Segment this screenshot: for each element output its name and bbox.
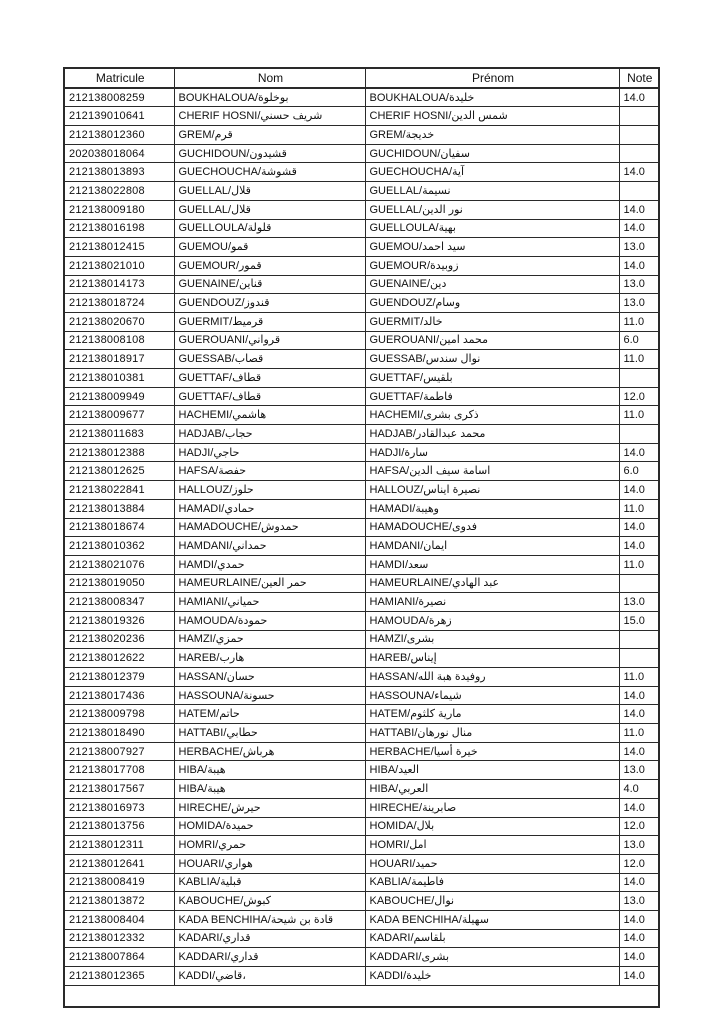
prenom-cell: HAMEURLAINE/عبد الهادي [365, 574, 619, 593]
matricule-cell: 212138017708 [64, 761, 174, 780]
table-row [64, 948, 659, 967]
note-cell [619, 126, 659, 145]
prenom-cell: KABOUCHE/نوال [365, 892, 619, 911]
header-nom: Nom [174, 68, 365, 88]
note-cell: 12.0 [619, 854, 659, 873]
prenom-cell: GUEMOU/سيد احمد [365, 238, 619, 257]
prenom-cell: CHERIF HOSNI/شمس الدين [365, 107, 619, 126]
note-cell: 12.0 [619, 817, 659, 836]
note-cell: 13.0 [619, 892, 659, 911]
matricule-cell: 212138007927 [64, 742, 174, 761]
table-row [64, 238, 659, 257]
matricule-cell: 212138022808 [64, 182, 174, 201]
nom-cell: HAMDI/حمدي [174, 555, 365, 574]
table-row [64, 443, 659, 462]
table-row [64, 686, 659, 705]
header-prenom: Prénom [365, 68, 619, 88]
table-row [64, 331, 659, 350]
prenom-cell: GUETTAF/فاطمة [365, 387, 619, 406]
note-cell: 14.0 [619, 518, 659, 537]
note-cell: 14.0 [619, 910, 659, 929]
nom-cell: KADARI/قداري [174, 929, 365, 948]
prenom-cell: GREM/خديجة [365, 126, 619, 145]
table-row [64, 836, 659, 855]
prenom-cell: HADJI/سارة [365, 443, 619, 462]
nom-cell: HAMEURLAINE/حمر العين [174, 574, 365, 593]
table-row [64, 462, 659, 481]
table-row [64, 537, 659, 556]
note-cell: 14.0 [619, 948, 659, 967]
matricule-cell: 212138014173 [64, 275, 174, 294]
prenom-cell: KADDI/خليدة [365, 967, 619, 986]
note-cell: 14.0 [619, 742, 659, 761]
prenom-cell: GUERMIT/خالد [365, 312, 619, 331]
table-row [64, 499, 659, 518]
table-row [64, 219, 659, 238]
note-cell: 11.0 [619, 724, 659, 743]
matricule-cell: 212138007864 [64, 948, 174, 967]
nom-cell: HAMADOUCHE/حمدوش [174, 518, 365, 537]
prenom-cell: HIBA/العربي [365, 780, 619, 799]
prenom-cell: HAFSA/اسامة سيف الدين [365, 462, 619, 481]
matricule-cell: 212138010362 [64, 537, 174, 556]
note-cell: 12.0 [619, 387, 659, 406]
table-row [64, 294, 659, 313]
table-row [64, 724, 659, 743]
note-cell: 11.0 [619, 499, 659, 518]
prenom-cell: HASSAN/روفيدة هبة الله [365, 668, 619, 687]
table-row [64, 817, 659, 836]
prenom-cell: BOUKHALOUA/خليدة [365, 88, 619, 107]
prenom-cell: HAMOUDA/زهرة [365, 611, 619, 630]
matricule-cell: 212138008404 [64, 910, 174, 929]
matricule-cell: 212138010381 [64, 369, 174, 388]
table-row [64, 163, 659, 182]
nom-cell: KADA BENCHIHA/قادة بن شيحة [174, 910, 365, 929]
note-cell: 14.0 [619, 967, 659, 986]
table-row [64, 555, 659, 574]
matricule-cell: 212138021076 [64, 555, 174, 574]
prenom-cell: GUECHOUCHA/آية [365, 163, 619, 182]
nom-cell: KADDI/قاضي، [174, 967, 365, 986]
matricule-cell: 212138012379 [64, 668, 174, 687]
nom-cell: HACHEMI/هاشمي [174, 406, 365, 425]
table-row [64, 649, 659, 668]
header-row [64, 68, 659, 88]
prenom-cell: HATTABI/منال نورهان [365, 724, 619, 743]
nom-cell: BOUKHALOUA/بوخلوة [174, 88, 365, 107]
nom-cell: GUEMOUR/قمور [174, 256, 365, 275]
prenom-cell: HAMADOUCHE/فدوى [365, 518, 619, 537]
table-row [64, 387, 659, 406]
empty-cell [64, 985, 659, 1007]
table-row [64, 275, 659, 294]
note-cell: 14.0 [619, 705, 659, 724]
nom-cell: HALLOUZ/حلوز [174, 481, 365, 500]
header-note: Note [619, 68, 659, 88]
table-row [64, 873, 659, 892]
note-cell [619, 369, 659, 388]
grades-table [63, 67, 660, 1008]
nom-cell: GUESSAB/قصاب [174, 350, 365, 369]
matricule-cell: 212138018490 [64, 724, 174, 743]
nom-cell: GUETTAF/قطاف [174, 369, 365, 388]
table-row [64, 668, 659, 687]
note-cell: 11.0 [619, 555, 659, 574]
nom-cell: HAREB/هارب [174, 649, 365, 668]
matricule-cell: 212139010641 [64, 107, 174, 126]
matricule-cell: 212138013756 [64, 817, 174, 836]
note-cell: 14.0 [619, 200, 659, 219]
nom-cell: HAMDANI/حمداني [174, 537, 365, 556]
matricule-cell: 212138009677 [64, 406, 174, 425]
table-row [64, 892, 659, 911]
nom-cell: GUELLAL/قلال [174, 200, 365, 219]
nom-cell: GUEROUANI/قرواني [174, 331, 365, 350]
nom-cell: CHERIF HOSNI/شريف حسني [174, 107, 365, 126]
nom-cell: HADJAB/حجاب [174, 425, 365, 444]
prenom-cell: GUESSAB/نوال سندس [365, 350, 619, 369]
nom-cell: HOUARI/هواري [174, 854, 365, 873]
table-row [64, 256, 659, 275]
prenom-cell: GUEMOUR/زوبيدة [365, 256, 619, 275]
table-row [64, 593, 659, 612]
matricule-cell: 212138009180 [64, 200, 174, 219]
note-cell: 11.0 [619, 406, 659, 425]
note-cell: 13.0 [619, 238, 659, 257]
note-cell: 11.0 [619, 668, 659, 687]
matricule-cell: 212138018917 [64, 350, 174, 369]
nom-cell: HOMRI/حمري [174, 836, 365, 855]
prenom-cell: GUENDOUZ/وسام [365, 294, 619, 313]
prenom-cell: HAMZI/بشرى [365, 630, 619, 649]
prenom-cell: GUEROUANI/محمد امين [365, 331, 619, 350]
nom-cell: GUENDOUZ/قندوز [174, 294, 365, 313]
note-cell [619, 144, 659, 163]
prenom-cell: GUELLOULA/بهية [365, 219, 619, 238]
note-cell: 11.0 [619, 350, 659, 369]
table-row [64, 518, 659, 537]
nom-cell: GUETTAF/قطاف [174, 387, 365, 406]
prenom-cell: HERBACHE/خيرة أسيا [365, 742, 619, 761]
matricule-cell: 212138017436 [64, 686, 174, 705]
table-body [64, 88, 659, 1007]
prenom-cell: GUELLAL/نور الدين [365, 200, 619, 219]
matricule-cell: 212138013884 [64, 499, 174, 518]
matricule-cell: 212138011683 [64, 425, 174, 444]
matricule-cell: 212138013872 [64, 892, 174, 911]
table-row [64, 126, 659, 145]
table-row [64, 350, 659, 369]
table-row [64, 929, 659, 948]
note-cell: 13.0 [619, 294, 659, 313]
prenom-cell: HALLOUZ/نصيرة ايناس [365, 481, 619, 500]
note-cell: 14.0 [619, 88, 659, 107]
table-row [64, 107, 659, 126]
table-row [64, 425, 659, 444]
nom-cell: KADDARI/قداري [174, 948, 365, 967]
matricule-cell: 212138012332 [64, 929, 174, 948]
matricule-cell: 212138021010 [64, 256, 174, 275]
matricule-cell: 212138012641 [64, 854, 174, 873]
note-cell: 11.0 [619, 312, 659, 331]
matricule-cell: 212138012360 [64, 126, 174, 145]
nom-cell: HASSAN/حسان [174, 668, 365, 687]
note-cell: 14.0 [619, 443, 659, 462]
prenom-cell: HAREB/إيناس [365, 649, 619, 668]
nom-cell: HERBACHE/هرباش [174, 742, 365, 761]
table-row [64, 854, 659, 873]
empty-row [64, 985, 659, 1007]
prenom-cell: HAMIANI/نصيرة [365, 593, 619, 612]
note-cell: 15.0 [619, 611, 659, 630]
nom-cell: HIBA/هيبة [174, 761, 365, 780]
prenom-cell: HAMDANI/ايمان [365, 537, 619, 556]
nom-cell: KABOUCHE/كبوش [174, 892, 365, 911]
nom-cell: GUEMOU/قمو [174, 238, 365, 257]
note-cell: 13.0 [619, 761, 659, 780]
table-row [64, 406, 659, 425]
prenom-cell: GUCHIDOUN/سفيان [365, 144, 619, 163]
nom-cell: HASSOUNA/حسونة [174, 686, 365, 705]
table-row [64, 780, 659, 799]
note-cell [619, 574, 659, 593]
table-row [64, 144, 659, 163]
prenom-cell: HIBA/العيد [365, 761, 619, 780]
table-row [64, 182, 659, 201]
prenom-cell: KADARI/بلقاسم [365, 929, 619, 948]
matricule-cell: 212138018674 [64, 518, 174, 537]
prenom-cell: GUENAINE/دين [365, 275, 619, 294]
note-cell [619, 107, 659, 126]
nom-cell: HADJI/حاجي [174, 443, 365, 462]
nom-cell: GREM/قرم [174, 126, 365, 145]
note-cell: 14.0 [619, 219, 659, 238]
matricule-cell: 212138008347 [64, 593, 174, 612]
table-row [64, 910, 659, 929]
prenom-cell: HAMDI/سعد [365, 555, 619, 574]
note-cell [619, 630, 659, 649]
note-cell: 14.0 [619, 256, 659, 275]
table-row [64, 798, 659, 817]
prenom-cell: HOMIDA/بلال [365, 817, 619, 836]
table-row [64, 369, 659, 388]
note-cell: 13.0 [619, 275, 659, 294]
matricule-cell: 212138020236 [64, 630, 174, 649]
note-cell: 13.0 [619, 836, 659, 855]
note-cell [619, 182, 659, 201]
nom-cell: HAFSA/حفصة [174, 462, 365, 481]
matricule-cell: 212138020670 [64, 312, 174, 331]
matricule-cell: 212138018724 [64, 294, 174, 313]
prenom-cell: HOMRI/امل [365, 836, 619, 855]
table-row [64, 611, 659, 630]
matricule-cell: 212138008259 [64, 88, 174, 107]
table-row [64, 574, 659, 593]
matricule-cell: 212138012365 [64, 967, 174, 986]
nom-cell: HOMIDA/حميدة [174, 817, 365, 836]
matricule-cell: 212138012622 [64, 649, 174, 668]
prenom-cell: HOUARI/حميد [365, 854, 619, 873]
matricule-cell: 212138016198 [64, 219, 174, 238]
nom-cell: HAMIANI/حمياني [174, 593, 365, 612]
nom-cell: HAMOUDA/حمودة [174, 611, 365, 630]
matricule-cell: 212138009949 [64, 387, 174, 406]
nom-cell: GUELLOULA/قلولة [174, 219, 365, 238]
note-cell [619, 425, 659, 444]
table-row [64, 200, 659, 219]
table-row [64, 705, 659, 724]
prenom-cell: KADDARI/بشرى [365, 948, 619, 967]
note-cell: 14.0 [619, 798, 659, 817]
matricule-cell: 212138016973 [64, 798, 174, 817]
note-cell: 6.0 [619, 462, 659, 481]
nom-cell: GUENAINE/قناين [174, 275, 365, 294]
matricule-cell: 212138008108 [64, 331, 174, 350]
note-cell: 14.0 [619, 537, 659, 556]
matricule-cell: 212138022841 [64, 481, 174, 500]
prenom-cell: HIRECHE/صابرينة [365, 798, 619, 817]
prenom-cell: KABLIA/فاطيمة [365, 873, 619, 892]
nom-cell: HAMADI/حمادي [174, 499, 365, 518]
table-row [64, 742, 659, 761]
table-header [64, 68, 659, 88]
note-cell: 14.0 [619, 686, 659, 705]
nom-cell: HATEM/حاتم [174, 705, 365, 724]
matricule-cell: 212138019050 [64, 574, 174, 593]
prenom-cell: GUELLAL/نسيمة [365, 182, 619, 201]
matricule-cell: 212138012415 [64, 238, 174, 257]
note-cell: 14.0 [619, 481, 659, 500]
table-row [64, 88, 659, 107]
table-row [64, 312, 659, 331]
nom-cell: GUECHOUCHA/قشوشة [174, 163, 365, 182]
table-row [64, 630, 659, 649]
nom-cell: HATTABI/حطابي [174, 724, 365, 743]
nom-cell: GUERMIT/قرميط [174, 312, 365, 331]
note-cell: 14.0 [619, 929, 659, 948]
table-row [64, 761, 659, 780]
nom-cell: KABLIA/قبلية [174, 873, 365, 892]
matricule-cell: 202038018064 [64, 144, 174, 163]
matricule-cell: 212138012311 [64, 836, 174, 855]
nom-cell: GUCHIDOUN/قشيدون [174, 144, 365, 163]
prenom-cell: KADA BENCHIHA/سهيلة [365, 910, 619, 929]
matricule-cell: 212138012388 [64, 443, 174, 462]
matricule-cell: 212138017567 [64, 780, 174, 799]
table-row [64, 481, 659, 500]
prenom-cell: GUETTAF/بلقيس [365, 369, 619, 388]
nom-cell: GUELLAL/قلال [174, 182, 365, 201]
note-cell: 14.0 [619, 873, 659, 892]
nom-cell: HAMZI/حمزي [174, 630, 365, 649]
matricule-cell: 212138013893 [64, 163, 174, 182]
note-cell: 14.0 [619, 163, 659, 182]
header-matricule: Matricule [64, 68, 174, 88]
matricule-cell: 212138008419 [64, 873, 174, 892]
prenom-cell: HASSOUNA/شيماء [365, 686, 619, 705]
prenom-cell: HACHEMI/ذكرى بشرى [365, 406, 619, 425]
nom-cell: HIBA/هيبة [174, 780, 365, 799]
note-cell: 13.0 [619, 593, 659, 612]
prenom-cell: HAMADI/وهيبة [365, 499, 619, 518]
matricule-cell: 212138009798 [64, 705, 174, 724]
note-cell: 6.0 [619, 331, 659, 350]
nom-cell: HIRECHE/حيرش [174, 798, 365, 817]
matricule-cell: 212138012625 [64, 462, 174, 481]
note-cell: 4.0 [619, 780, 659, 799]
note-cell [619, 649, 659, 668]
matricule-cell: 212138019326 [64, 611, 174, 630]
table-row [64, 967, 659, 986]
prenom-cell: HADJAB/محمد عبدالقادر [365, 425, 619, 444]
prenom-cell: HATEM/مارية كلثوم [365, 705, 619, 724]
